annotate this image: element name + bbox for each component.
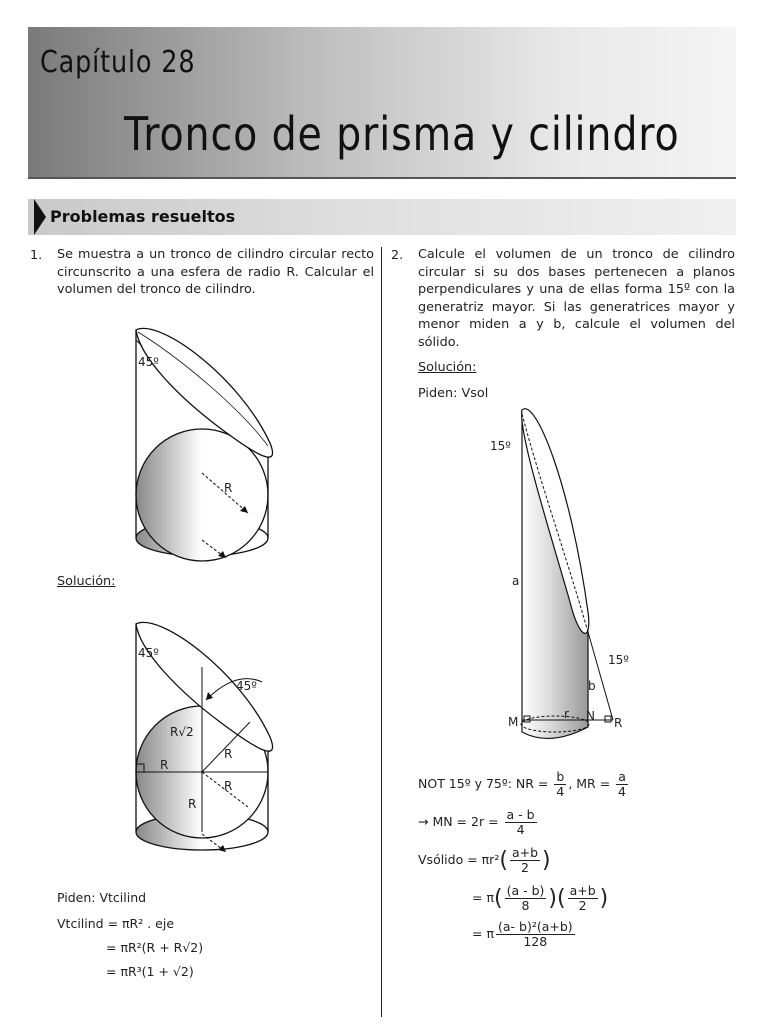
fig2-r-label-1: R — [160, 758, 169, 772]
fig3-a-label: a — [512, 574, 520, 588]
fig2-angle-label: 45º — [138, 646, 159, 660]
section-arrow-icon — [34, 199, 46, 235]
fig2-rsqrt2-label: R√2 — [170, 725, 194, 739]
problem2-vs-line: Vsólido = πr²( $\frac{a+b}{2}$ ) — [418, 845, 551, 875]
problem1-number: 1. — [30, 248, 43, 263]
fig1-radius-label: R — [224, 481, 233, 495]
fig3-n-label: N — [586, 709, 595, 723]
problem1-line1: Vtcilind = πR² . eje — [57, 916, 175, 931]
column-divider — [381, 247, 382, 1017]
problem1-solution-label: Solución: — [57, 574, 116, 589]
problem1-statement: Se muestra a un tronco de cilindro circular recto circunscrito a una esfera de radio R. Calcular el volumen del tronco de cilindro. — [57, 247, 374, 297]
problem2-number: 2. — [391, 248, 404, 263]
fig3-b-label: b — [588, 679, 596, 693]
problem1-piden: Piden: Vtcilind — [57, 890, 147, 905]
problem2-solution-label: Solución: — [418, 360, 477, 375]
fig3-m-label: M — [508, 715, 519, 729]
fig3-small-r-label: r — [564, 707, 569, 721]
fig1-angle-label: 45º — [138, 355, 159, 369]
fig2-angle-label-2: 45º — [236, 679, 257, 693]
problem1-line2: = πR²(R + R√2) — [106, 940, 204, 955]
problem2-statement: Calcule el volumen de un tronco de cilindro circular si su dos bases pertenecen a planos perpendiculares y una de ellas forma 15º con la generatriz mayor. Si las generatrices mayor y menor miden a y b, calcule el volumen del sólido. — [418, 247, 735, 350]
section-label: Problemas resueltos — [50, 207, 236, 226]
fig2-r-label-4: R — [188, 797, 197, 811]
problem1-line3: = πR³(1 + √2) — [106, 964, 194, 979]
problem2-eq3-line: = π $\frac{\text{(a- b)²(a+b)}}{128}$ — [472, 919, 573, 949]
fig3-angle-label-1: 15º — [490, 439, 511, 453]
problem2-piden: Piden: Vsol — [418, 386, 489, 401]
problem2-figure — [480, 402, 650, 762]
problem1-figure-1 — [120, 318, 290, 568]
problem2-not-line: NOT 15º y 75º: NR = $\frac{b}{4}$ , MR = $\frac{a}{4}$ — [418, 769, 626, 799]
fig2-r-label-2: R — [224, 747, 233, 761]
section-bar — [28, 199, 736, 235]
chapter-title: Tronco de prisma y cilindro — [124, 107, 680, 161]
fig2-r-label-3: R — [224, 779, 233, 793]
problem2-eq2-line: = π( $\frac{(a - b)}{8}$ )( $\frac{a+b}{2}$ ) — [472, 883, 609, 913]
chapter-number: Capítulo 28 — [40, 45, 196, 80]
fig3-angle-label-2: 15º — [608, 653, 629, 667]
chapter-banner — [28, 27, 736, 179]
fig3-r-label: R — [614, 716, 623, 730]
problem2-mn-line: → MN = 2r = $\frac{a - b}{4}$ — [418, 807, 535, 837]
problem1-figure-2 — [120, 612, 290, 862]
